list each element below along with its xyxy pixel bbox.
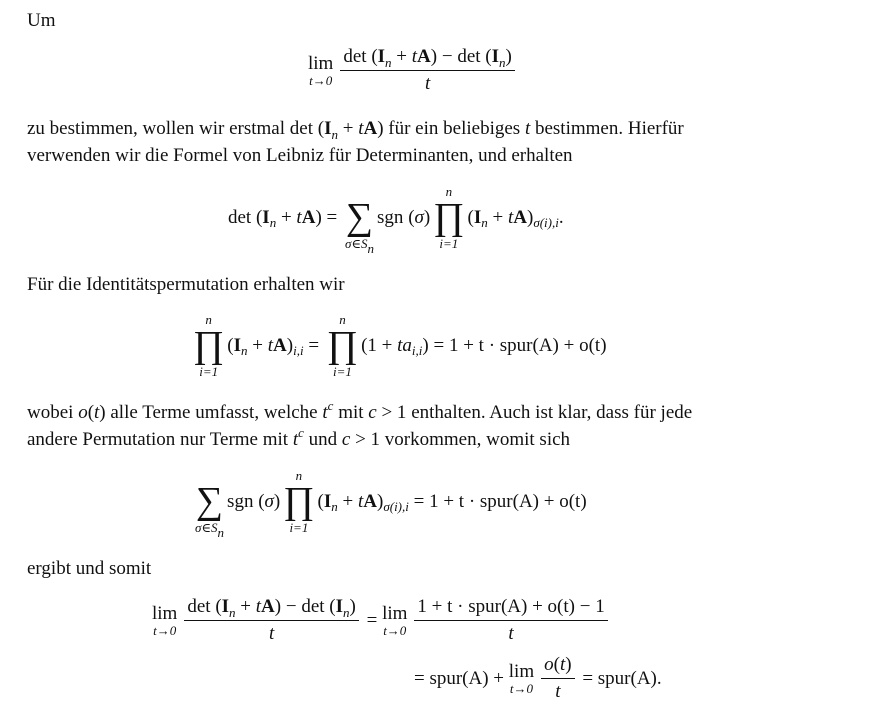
text-identitaetspermutation: Für die Identitätspermutation erhalten wir (27, 274, 345, 295)
difference-quotient: $\frac{\det (I_n + tA) - \det (I_n)}{t}$ (340, 46, 515, 95)
product-operator: n ∏ i=1 (326, 312, 359, 379)
text-ergibt: ergibt und somit (27, 558, 152, 579)
equation-final-line-1: lim t→0 $\frac{\det (I_n + tA) - \det (I_n)}{t}$ = lim t→0 $\frac{\text{1 + t · spur(A) + o(t) − 1}}{t}$ (152, 596, 611, 645)
equation-leibniz: det ( I n + t A ) = ∑ σ∈Sn sgn ( σ ) n ∏ i=1 ( I n + t A ) σ(i),i . (228, 184, 564, 256)
product-operator: n ∏ i=1 (283, 468, 315, 535)
equation-limit-definition (308, 46, 518, 95)
product-operator: n ∏ i=1 (193, 312, 225, 379)
limit-operator: lim t→0 (152, 602, 178, 638)
product-operator: n ∏ i=1 (433, 184, 465, 251)
sum-operator: ∑ σ∈Sn (344, 196, 375, 256)
text-paragraph-wobei: wobei o(t) alle Terme umfasst, welche $t^c$ mit c > 1 enthalten. Auch ist klar, dass für jede andere Permutation nur Terme mit $t^c$ und c > 1 vorkommen, womit sich (27, 398, 693, 450)
limit-operator: lim t→0 (308, 52, 334, 88)
sum-operator: ∑ σ∈Sn (195, 480, 225, 540)
limit-operator: lim t→0 (382, 602, 408, 638)
equation-identity-product: n ∏ i=1 ( I n + t A ) i,i = n ∏ i=1 (1 + ta i,i ) = 1 + t · spur(A) + o(t) (193, 312, 607, 379)
text-paragraph-bestimmen: zu bestimmen, wollen wir erstmal $\det (I_n + tA)$ für ein beliebiges t bestimmen. Hierfür verwenden wir die Formel von Leibniz für Determinanten, und erhalten (27, 118, 684, 166)
text-um: Um (27, 10, 56, 31)
equation-final-line-2: = spur(A) + lim t→0 $\frac{o(t)}{t}$ = spur(A). (414, 654, 662, 702)
equation-sum-result: ∑ σ∈Sn sgn ( σ ) n ∏ i=1 ( I n + t A ) σ(i),i = 1 + t · spur(A) + o(t) (195, 468, 587, 540)
limit-operator: lim t→0 (508, 660, 535, 696)
